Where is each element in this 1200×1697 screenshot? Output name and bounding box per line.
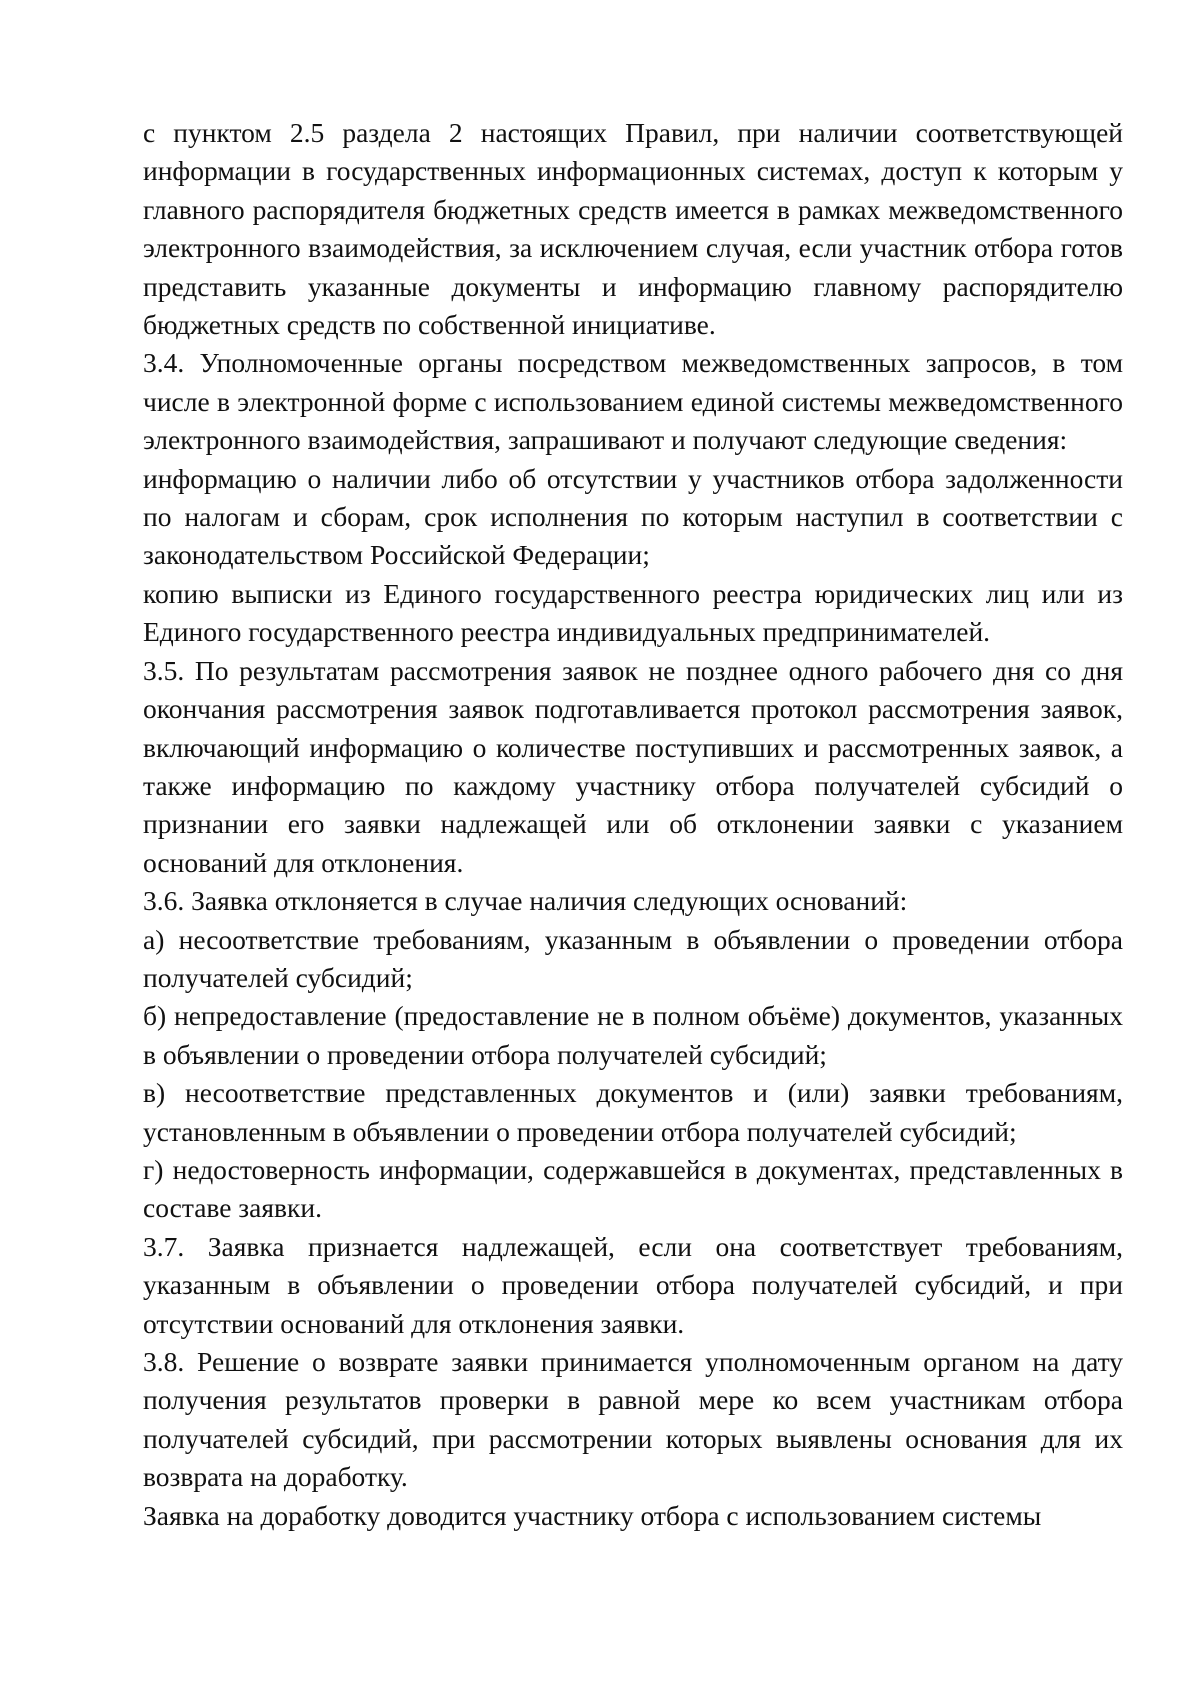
paragraph-3-5: 3.5. По результатам рассмотрения заявок не позднее одного рабочего дня со дня окончания рассмотрения заявок подготавливается протокол рассмотрения заявок, включающий информацию о количестве поступивших и рассмотренных заявок, а также информацию по каждому участнику отбора получателей субсидий о признании его заявки надлежащей или об отклонении заявки с указанием оснований для отклонения. xyxy=(143,654,1123,878)
paragraph-item-v: в) несоответствие представленных документов и (или) заявки требованиям, установленным в объявлении о проведении отбора получателей субсидий; xyxy=(143,1077,1123,1147)
paragraph-3-8: 3.8. Решение о возврате заявки принимается уполномоченным органом на дату получения результатов проверки в равной мере ко всем участникам отбора получателей субсидий, при рассмотрении которых выявлены основания для их возврата на доработку. xyxy=(143,1346,1123,1493)
paragraph-rework: Заявка на доработку доводится участнику отбора с использованием системы xyxy=(143,1499,1042,1531)
paragraph-3-7: 3.7. Заявка признается надлежащей, если она соответствует требованиям, указанным в объявлении о проведении отбора получателей субсидий, и при отсутствии оснований для отклонения заявки. xyxy=(143,1230,1123,1339)
paragraph-item-a: а) несоответствие требованиям, указанным в объявлении о проведении отбора получателей субсидий; xyxy=(143,923,1123,993)
paragraph-registry-extract: копию выписки из Единого государственного реестра юридических лиц или из Единого государственного реестра индивидуальных предпринимателей. xyxy=(143,577,1123,648)
paragraph-3-4: 3.4. Уполномоченные органы посредством межведомственных запросов, в том числе в электронной форме с использованием единой системы межведомственного электронного взаимодействия, запрашивают и получают следующие сведения: xyxy=(143,347,1123,456)
paragraph-item-g: г) недостоверность информации, содержавшейся в документах, представленных в составе заявки. xyxy=(143,1153,1123,1224)
paragraph-debt-info: информацию о наличии либо об отсутствии у участников отбора задолженности по налогам и сборам, срок исполнения по которым наступил в соответствии с законодательством Российской Федерации; xyxy=(143,462,1123,571)
document-body xyxy=(143,114,1123,1535)
paragraph-item-b: б) непредоставление (предоставление не в полном объёме) документов, указанных в объявлении о проведении отбора получателей субсидий; xyxy=(143,1000,1123,1070)
paragraph-3-6: 3.6. Заявка отклоняется в случае наличия следующих оснований: xyxy=(143,885,908,917)
paragraph-intro: с пунктом 2.5 раздела 2 настоящих Правил, при наличии соответствующей информации в государственных информационных системах, доступ к которым у главного распорядителя бюджетных средств имеется в рамках межведомственного электронного взаимодействия, за исключением случая, если участник отбора готов представить указанные документы и информацию главному распорядителю бюджетных средств по собственной инициативе. xyxy=(143,117,1123,341)
